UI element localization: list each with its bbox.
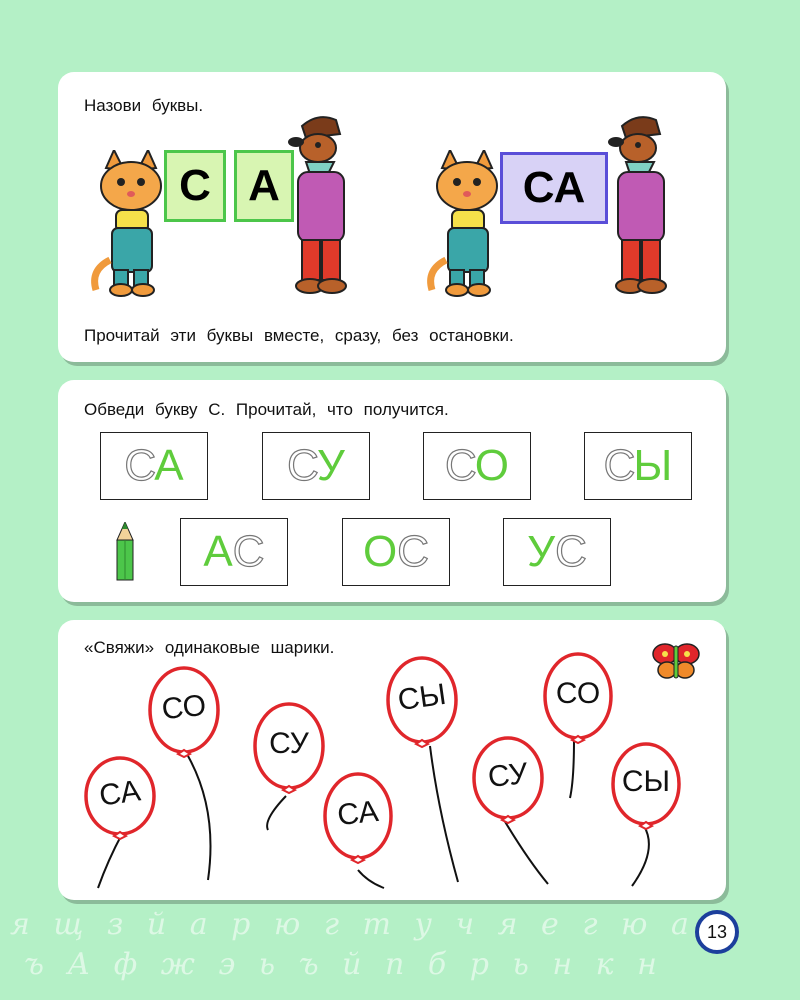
- syllable-box[interactable]: [180, 518, 288, 586]
- syllable-box[interactable]: [584, 432, 692, 500]
- card-name-letters: [58, 72, 726, 362]
- balloon-text: СУ: [486, 757, 530, 794]
- instruction-name-letters: Назови буквы.: [84, 96, 204, 115]
- instruction-trace: Обведи букву С. Прочитай, что получится.: [84, 400, 449, 419]
- instruction-connect: «Свяжи» одинаковые шарики.: [84, 638, 335, 657]
- box-letter: У: [316, 441, 345, 490]
- decorative-row: я щ з й а р ю г т у ч я е г ю а: [10, 907, 689, 942]
- card-connect-balloons: [58, 620, 726, 900]
- syllable-box[interactable]: [100, 432, 208, 500]
- box-letter: О: [474, 441, 509, 490]
- syllable-box[interactable]: [262, 432, 370, 500]
- balloon-text: СО: [555, 677, 601, 710]
- instruction-read-together: Прочитай эти буквы вместе, сразу, без остановки.: [84, 326, 514, 345]
- dashed-letter-c: С: [287, 441, 317, 490]
- letter-card-s: С: [164, 150, 226, 222]
- balloons-strings: [58, 620, 726, 900]
- dog-illustration: [288, 112, 358, 302]
- dashed-letter-c: С: [397, 527, 429, 576]
- balloon-text: СЫ: [395, 677, 449, 718]
- balloon-text: СЫ: [621, 765, 671, 798]
- card-trace-letter: [58, 380, 726, 602]
- decorative-row: ъ А ф ж э ь ъ й п б р ь н к н: [24, 947, 657, 982]
- page-number: 13: [695, 910, 739, 954]
- balloon-text: СА: [335, 794, 381, 833]
- decorative-alphabet: [0, 905, 690, 1000]
- box-letter: А: [154, 441, 184, 490]
- box-letter: Ы: [633, 441, 673, 490]
- letter-card-a: А: [234, 150, 294, 222]
- dashed-letter-c: С: [232, 527, 265, 576]
- dog-illustration: [608, 112, 678, 302]
- dashed-letter-c: С: [444, 441, 475, 490]
- dashed-letter-c: С: [603, 441, 634, 490]
- box-letter: О: [362, 527, 398, 576]
- dashed-letter-c: С: [124, 441, 155, 490]
- syllable-box[interactable]: [503, 518, 611, 586]
- balloon-text: СУ: [269, 727, 309, 760]
- dashed-letter-c: С: [555, 527, 587, 576]
- pencil-icon: [116, 522, 134, 582]
- syllable-card-sa: СА: [500, 152, 608, 224]
- balloon-text: СО: [160, 688, 208, 727]
- syllable-box[interactable]: [342, 518, 450, 586]
- syllable-box[interactable]: [423, 432, 531, 500]
- box-letter: У: [527, 527, 556, 576]
- box-letter: А: [203, 527, 233, 576]
- balloon-text: СА: [97, 774, 143, 813]
